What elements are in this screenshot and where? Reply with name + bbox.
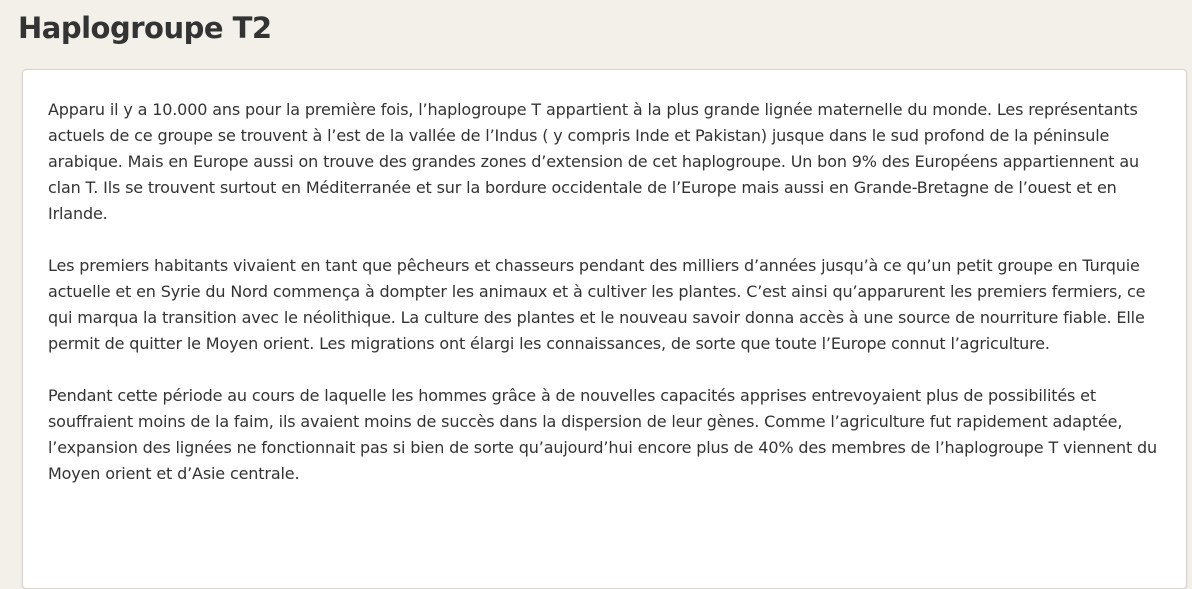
content-card bbox=[22, 69, 1187, 589]
page-title: Haplogroupe T2 bbox=[18, 11, 272, 45]
paragraph-1: Apparu il y a 10.000 ans pour la première fois, l’haplogroupe T appartient à la plus grande lignée maternelle du monde. Les représentants actuels de ce groupe se trouvent à l’est de la vallée de l’Indus ( y compris Inde et Pakistan) jusque dans le sud profond de la péninsule arabique. Mais en Europe aussi on trouve des grandes zones d’extension de cet haplogroupe. Un bon 9% des Européens appartiennent au clan T. Ils se trouvent surtout en Méditerranée et sur la bordure occidentale de l’Europe mais aussi en Grande-Bretagne de l’ouest et en Irlande. bbox=[48, 100, 1139, 223]
article-body bbox=[48, 97, 1158, 513]
paragraph-2: Les premiers habitants vivaient en tant que pêcheurs et chasseurs pendant des milliers d’années jusqu’à ce qu’un petit groupe en Turquie actuelle et en Syrie du Nord commença à dompter les animaux et à cultiver les plantes. C’est ainsi qu’apparurent les premiers fermiers, ce qui marqua la transition avec le néolithique. La culture des plantes et le nouveau savoir donna accès à une source de nourriture fiable. Elle permit de quitter le Moyen orient. Les migrations ont élargi les connaissances, de sorte que toute l’Europe connut l’agriculture. bbox=[48, 256, 1146, 353]
paragraph-3: Pendant cette période au cours de laquelle les hommes grâce à de nouvelles capacités apprises entrevoyaient plus de possibilités et souffraient moins de la faim, ils avaient moins de succès dans la dispersion de leur gènes. Comme l’agriculture fut rapidement adaptée, l’expansion des lignées ne fonctionnait pas si bien de sorte qu’aujourd’hui encore plus de 40% des membres de l’haplogroupe T viennent du Moyen orient et d’Asie centrale. bbox=[48, 386, 1158, 483]
